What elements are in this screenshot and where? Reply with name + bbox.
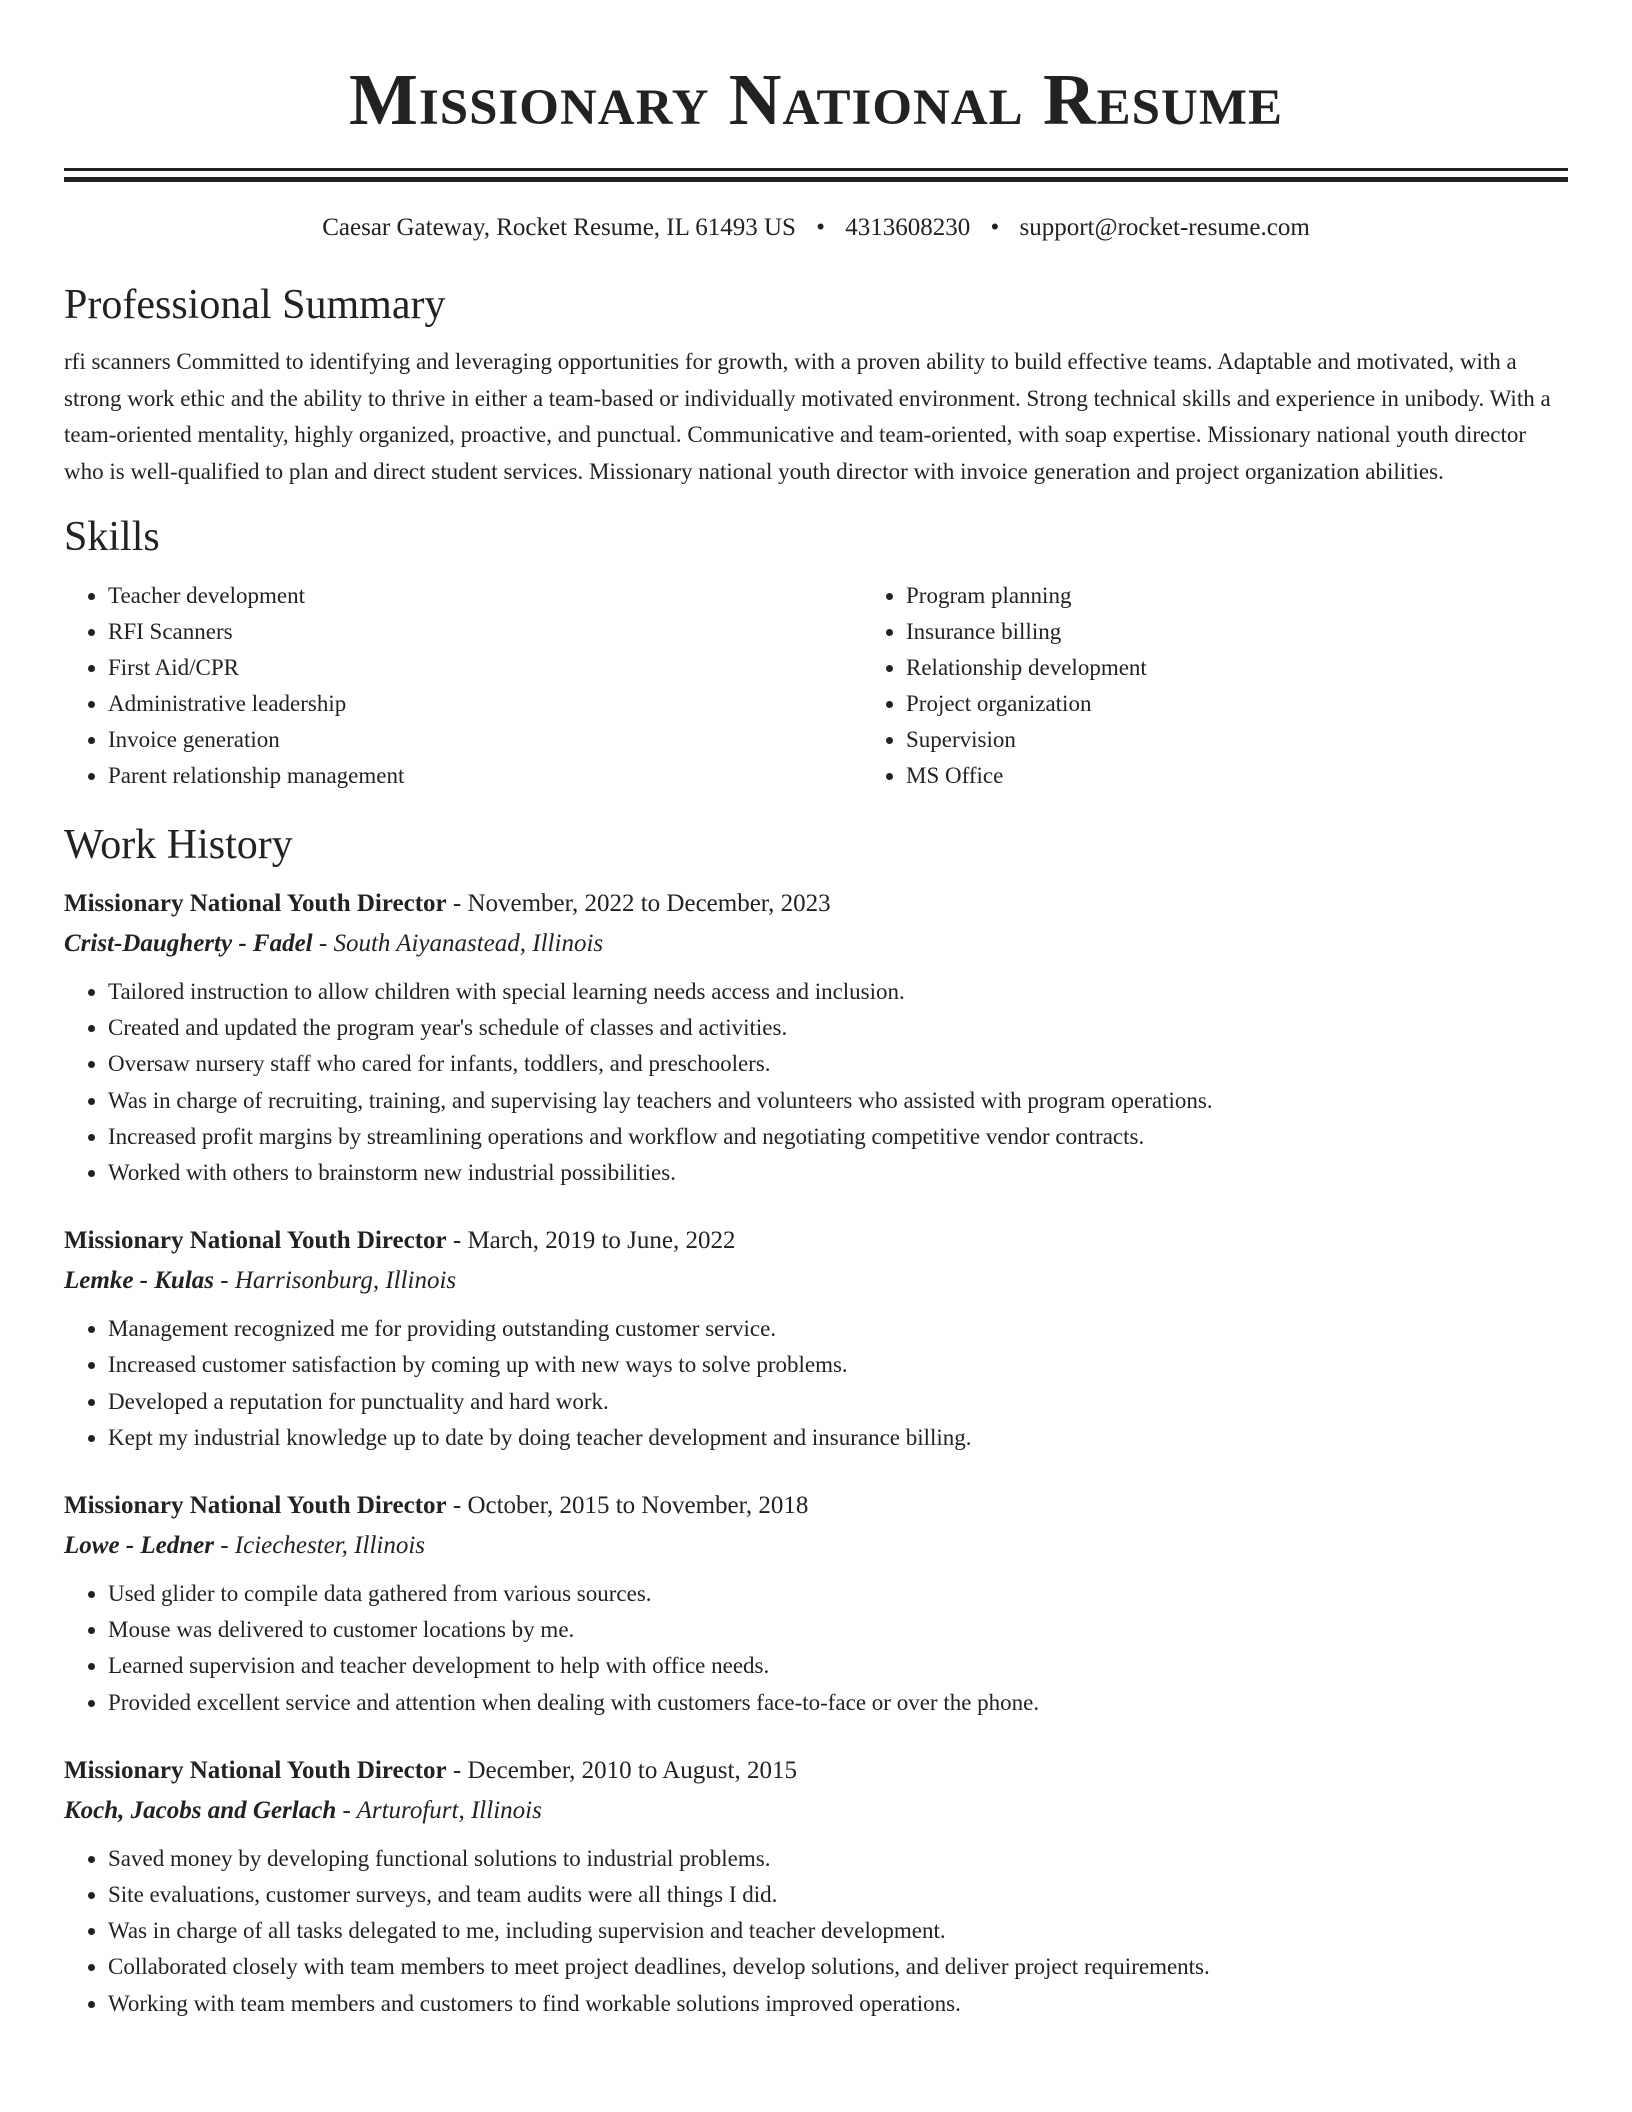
job-company: Koch, Jacobs and Gerlach [64, 1796, 337, 1824]
skills-column-right [806, 578, 1566, 794]
contact-line [64, 212, 1568, 244]
job-bullet: • Increased customer satisfaction by coming up with new ways to solve problems. [108, 1347, 1568, 1383]
contact-phone: 4313608230 [845, 214, 971, 241]
skill-item: • Program planning [906, 578, 1566, 614]
job-company-line [64, 1261, 1568, 1301]
skill-item: • Insurance billing [906, 614, 1566, 650]
skill-item: • Project organization [906, 686, 1566, 722]
job-header [64, 1486, 1568, 1526]
skill-item: • MS Office [906, 758, 1566, 794]
job-bullet: • Created and updated the program year's schedule of classes and activities. [108, 1010, 1568, 1046]
contact-separator: • [816, 214, 825, 241]
contact-separator: • [990, 214, 1000, 241]
job-bullet: • Developed a reputation for punctuality and hard work. [108, 1384, 1568, 1420]
job-location: - Arturofurt, Illinois [336, 1796, 542, 1824]
job-entry [64, 1751, 1568, 2022]
contact-email: support@rocket-resume.com [1019, 214, 1310, 241]
job-location: - South Aiyanastead, Illinois [312, 930, 604, 957]
job-bullet: • Management recognized me for providing outstanding customer service. [108, 1311, 1568, 1347]
job-company: Lemke - Kulas [64, 1267, 214, 1295]
job-bullet: • Collaborated closely with team members to meet project deadlines, develop solutions, and deliver project requirements. [108, 1949, 1568, 1985]
summary-heading: Professional Summary [64, 282, 446, 328]
job-bullet: • Tailored instruction to allow children with special learning needs access and inclusion. [108, 974, 1568, 1010]
skill-item: • Teacher development [108, 578, 806, 614]
job-dates: - October, 2015 to November, 2018 [446, 1492, 809, 1520]
skill-item: • Supervision [906, 722, 1566, 758]
job-dates: - December, 2010 to August, 2015 [446, 1756, 797, 1784]
job-company-line [64, 1526, 1568, 1566]
skill-item: • Relationship development [906, 650, 1566, 686]
job-role: Missionary National Youth Director [64, 1492, 447, 1520]
work-history-heading: Work History [64, 822, 293, 868]
job-bullet: • Was in charge of recruiting, training, and supervising lay teachers and volunteers who assisted with program operations. [108, 1083, 1568, 1119]
job-bullet: • Increased profit margins by streamlining operations and workflow and negotiating competitive vendor contracts. [108, 1119, 1568, 1155]
skills-list [64, 578, 1568, 794]
job-bullet: • Was in charge of all tasks delegated to me, including supervision and teacher development. [108, 1913, 1568, 1949]
job-location: - Harrisonburg, Illinois [214, 1267, 457, 1295]
title-rule-thin [64, 168, 1568, 171]
job-company: Crist-Daugherty - Fadel [64, 930, 313, 957]
summary-text: rfi scanners Committed to identifying and leveraging opportunities for growth, with a proven ability to build effective teams. Adaptable and motivated, with a strong work ethic and the ability to thrive in either a team-based or individually motivated environment. Strong technical skills and experience in unibody. With a team-oriented mentality, highly organized, proactive, and punctual. Communicative and team-oriented, with soap expertise. Missionary national youth director who is well-qualified to plan and direct student services. Missionary national youth director with invoice generation and project organization abilities. [64, 349, 1551, 484]
job-role: Missionary National Youth Director [64, 1227, 447, 1255]
job-bullet: • Mouse was delivered to customer locations by me. [108, 1612, 1568, 1648]
title-rule-thick [64, 177, 1568, 182]
job-role: Missionary National Youth Director [64, 1756, 447, 1784]
job-bullets [64, 1576, 1568, 1721]
job-role: Missionary National Youth Director [64, 890, 447, 917]
job-bullet: • Provided excellent service and attention when dealing with customers face-to-face or over the phone. [108, 1685, 1568, 1721]
job-bullets [64, 1311, 1568, 1456]
job-bullet: • Kept my industrial knowledge up to date by doing teacher development and insurance billing. [108, 1420, 1568, 1456]
resume-page [64, 0, 1568, 2022]
job-bullet: • Site evaluations, customer surveys, and team audits were all things I did. [108, 1877, 1568, 1913]
job-header [64, 1221, 1568, 1261]
job-location: - Iciechester, Illinois [213, 1532, 426, 1560]
job-company-line [64, 1791, 1568, 1831]
job-entry [64, 1486, 1568, 1721]
job-entry [64, 884, 1568, 1191]
job-bullet: • Oversaw nursery staff who cared for infants, toddlers, and preschoolers. [108, 1046, 1568, 1082]
skills-column-left [64, 578, 806, 794]
skill-item: • Administrative leadership [108, 686, 806, 722]
job-dates: - November, 2022 to December, 2023 [446, 890, 831, 917]
job-header [64, 1751, 1568, 1791]
job-company-line [64, 924, 1568, 964]
skill-item: • Invoice generation [108, 722, 806, 758]
skill-item: • RFI Scanners [108, 614, 806, 650]
resume-title: Missionary National Resume [348, 59, 1284, 140]
skills-heading: Skills [64, 514, 160, 560]
job-bullets [64, 1841, 1568, 2022]
job-bullet: • Used glider to compile data gathered from various sources. [108, 1576, 1568, 1612]
job-company: Lowe - Ledner [64, 1532, 214, 1560]
contact-address: Caesar Gateway, Rocket Resume, IL 61493 US [322, 214, 796, 241]
skill-item: • First Aid/CPR [108, 650, 806, 686]
job-bullet: • Saved money by developing functional solutions to industrial problems. [108, 1841, 1568, 1877]
job-entry [64, 1221, 1568, 1456]
skill-item: • Parent relationship management [108, 758, 806, 794]
job-bullets [64, 974, 1568, 1191]
job-header [64, 884, 1568, 924]
job-bullet: • Learned supervision and teacher development to help with office needs. [108, 1648, 1568, 1684]
job-bullet: • Worked with others to brainstorm new industrial possibilities. [108, 1155, 1568, 1191]
job-dates: - March, 2019 to June, 2022 [446, 1227, 736, 1255]
job-bullet: • Working with team members and customers to find workable solutions improved operations. [108, 1986, 1568, 2022]
